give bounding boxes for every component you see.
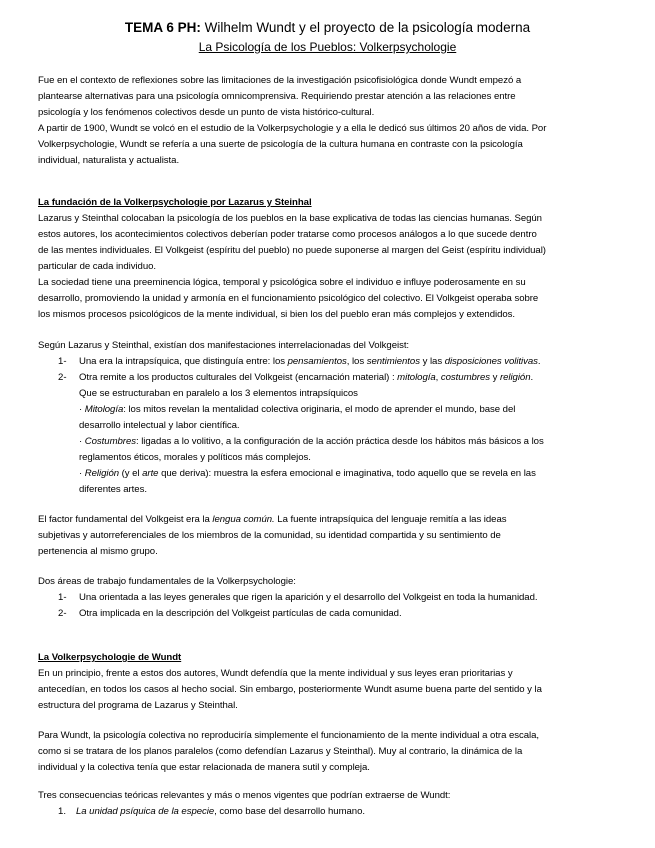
section1-line-3: de las mentes individuales. El Volkgeist (espíritu del pueblo) no puede suponerse al margen del Geist (espíritu individual) — [38, 245, 546, 256]
intro-line-3: psicología y los fenómenos colectivos desde un punto de vista histórico-cultural. — [38, 107, 375, 118]
title-rest: Wilhelm Wundt y el proyecto de la psicología moderna — [204, 20, 531, 35]
section-heading-wundt: La Volkerpsychologie de Wundt — [38, 652, 182, 663]
intro-line-4: A partir de 1900, Wundt se volcó en el estudio de la Volkerpsychologie y a ella le dedicó sus últimos 20 años de vida. Por — [38, 123, 547, 134]
section2-p2-line-1: Para Wundt, la psicología colectiva no reproduciría simplemente el funcionamiento de la mente individual a otra escala, — [38, 730, 540, 741]
religion-line-1: · Religión (y el arte que deriva): muestra la esfera emocional e imaginativa, todo aquello que se revela en las — [79, 468, 536, 479]
areas-number-2: 2- — [58, 608, 67, 619]
mitologia-line-1: · Mitología: los mitos revelan la mentalidad colectiva originaria, el modo de aprender el mundo, base del — [79, 404, 516, 415]
section1-line-4: particular de cada individuo. — [38, 261, 157, 272]
costumbres-line-1: · Costumbres: ligadas a lo volitivo, a la configuración de la acción práctica desde los hábitos más básicos a los — [79, 436, 544, 447]
intro-line-1: Fue en el contexto de reflexiones sobre las limitaciones de la investigación psicofisiológica donde Wundt empezó a — [38, 75, 522, 86]
section-heading-lazarus-steinhal: La fundación de la Volkerpsychologie por Lazarus y Steinhal — [38, 197, 312, 208]
manifestation-item-2-line-2: Que se estructuraban en paralelo a los 3 elementos intrapsíquicos — [79, 388, 358, 399]
intro-line-2: plantearse alternativas para una psicología omnicomprensiva. Requiriendo prestar atención a las relaciones entre — [38, 91, 516, 102]
list-number-2: 2- — [58, 372, 67, 383]
consequence-number-1: 1. — [58, 806, 67, 817]
areas-item-1: Una orientada a las leyes generales que rigen la aparición y el desarrollo del Volkgeist en toda la humanidad. — [79, 592, 538, 603]
section1-line-6: desarrollo, promoviendo la unidad y armonía en el funcionamiento psicológico del colectivo. El Volkgeist operaba sobre — [38, 293, 539, 304]
section1-line-1: Lazarus y Steinthal colocaban la psicología de los pueblos en la base explicativa de todas las ciencias humanas. Según — [38, 213, 542, 224]
intro-line-5: Volkerpsychologie, Wundt se refería a una suerte de psicología de la cultura humana en contraste con la psicología — [38, 139, 523, 150]
manifestation-item-1: Una era la intrapsíquica, que distinguía entre: los pensamientos, los sentimientos y las disposiciones volitivas. — [79, 356, 541, 367]
manifestations-intro: Según Lazarus y Steinthal, existían dos manifestaciones interrelacionadas del Volkgeist: — [38, 340, 410, 351]
areas-item-2: Otra implicada en la descripción del Volkgeist partículas de cada comunidad. — [79, 608, 402, 619]
language-line-1: El factor fundamental del Volkgeist era la lengua común. La fuente intrapsíquica del lenguaje remitía a las ideas — [38, 514, 507, 525]
costumbres-line-2: reglamentos éticos, morales y políticos más complejos. — [79, 452, 311, 463]
areas-number-1: 1- — [58, 592, 67, 603]
section2-line-3: estructura del programa de Lazarus y Steinthal. — [38, 700, 238, 711]
section2-line-1: En un principio, frente a estos dos autores, Wundt defendía que la mente individual y sus leyes eran prioritarias y — [38, 668, 513, 679]
page-subtitle: La Psicología de los Pueblos: Volkerpsychologie — [198, 40, 457, 54]
language-line-2: subjetivas y autorreferenciales de los miembros de la comunidad, su identidad compartida y su sentimiento de — [38, 530, 501, 541]
language-line-3: pertenencia al mismo grupo. — [38, 546, 158, 557]
intro-line-6: individual, naturalista y actualista. — [38, 155, 180, 166]
mitologia-line-2: desarrollo intelectual y labor científica. — [79, 420, 240, 431]
manifestation-item-2: Otra remite a los productos culturales del Volkgeist (encarnación material) : mitología, costumbres y religión. — [79, 372, 534, 383]
consequences-intro: Tres consecuencias teóricas relevantes y más o menos vigentes que podrían extraerse de Wundt: — [38, 790, 451, 801]
areas-intro: Dos áreas de trabajo fundamentales de la Volkerpsychologie: — [38, 576, 296, 587]
section1-line-5: La sociedad tiene una preeminencia lógica, temporal y psicológica sobre el individuo e influye poderosamente en su — [38, 277, 526, 288]
list-number-1: 1- — [58, 356, 67, 367]
consequence-item-1: La unidad psíquica de la especie, como base del desarrollo humano. — [76, 806, 365, 817]
section2-p2-line-3: individual y la colectiva tenía que estar relacionada de manera sutil y compleja. — [38, 762, 370, 773]
section2-line-2: antecedían, en todos los casos al hecho social. Sin embargo, posteriormente Wundt asume buena parte del sentido y la — [38, 684, 542, 695]
section2-p2-line-2: como si se tratara de los planos paralelos (como defendían Lazarus y Steinthal). Muy al contrario, la dinámica de la — [38, 746, 523, 757]
title-bold: TEMA 6 PH: — [124, 20, 201, 35]
section1-line-2: estos autores, los acontecimientos colectivos deberían poder tratarse como procesos análogos a lo que sucede dentro — [38, 229, 537, 240]
religion-line-2: diferentes artes. — [79, 484, 147, 495]
section1-line-7: los mismos procesos psicológicos de la mente individual, si bien los del pueblo eran más complejos y extendidos. — [38, 309, 516, 320]
page-title — [0, 20, 655, 36]
